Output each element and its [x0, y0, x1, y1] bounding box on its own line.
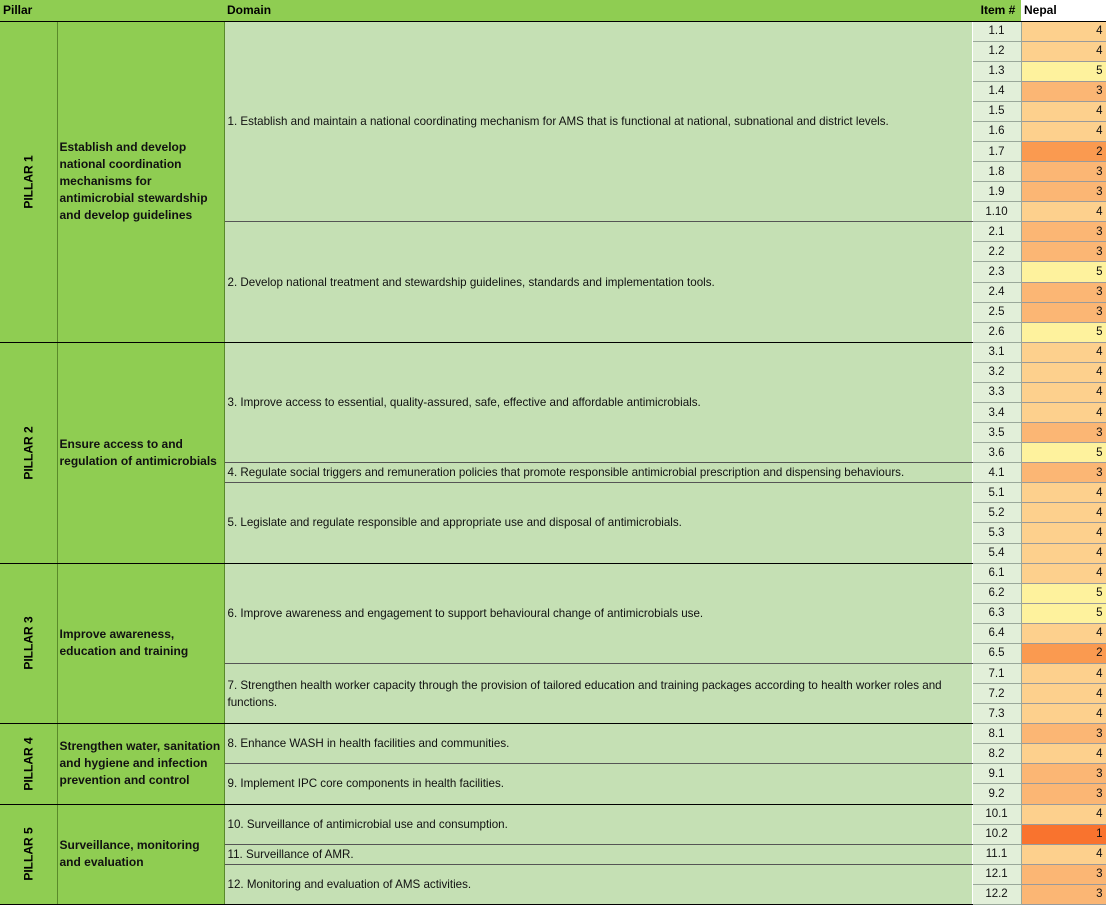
score-cell: 4 — [1021, 342, 1106, 362]
score-cell: 3 — [1021, 222, 1106, 242]
item-number: 1.10 — [972, 202, 1021, 222]
header-row — [0, 0, 1106, 21]
pillar-name-label: PILLAR 3 — [21, 616, 36, 671]
item-number: 3.5 — [972, 423, 1021, 443]
score-cell: 3 — [1021, 724, 1106, 744]
item-number: 10.2 — [972, 824, 1021, 844]
item-number: 2.2 — [972, 242, 1021, 262]
domain-cell: 12. Monitoring and evaluation of AMS activities. — [224, 864, 972, 904]
score-cell: 3 — [1021, 764, 1106, 784]
item-number: 6.1 — [972, 563, 1021, 583]
item-number: 3.4 — [972, 402, 1021, 422]
score-cell: 4 — [1021, 483, 1106, 503]
domain-cell: 6. Improve awareness and engagement to support behavioural change of antimicrobials use. — [224, 563, 972, 663]
item-number: 5.4 — [972, 543, 1021, 563]
item-number: 1.1 — [972, 21, 1021, 41]
score-cell: 4 — [1021, 623, 1106, 643]
score-cell: 5 — [1021, 322, 1106, 342]
score-cell: 3 — [1021, 784, 1106, 804]
item-number: 1.2 — [972, 41, 1021, 61]
item-number: 9.2 — [972, 784, 1021, 804]
item-column-header: Item # — [980, 3, 1016, 18]
score-cell: 3 — [1021, 884, 1106, 904]
score-cell: 3 — [1021, 162, 1106, 182]
score-cell: 4 — [1021, 804, 1106, 824]
score-cell: 4 — [1021, 101, 1106, 121]
item-number: 3.6 — [972, 443, 1021, 463]
score-cell: 4 — [1021, 503, 1106, 523]
scorecard-body — [0, 21, 1106, 905]
score-cell: 4 — [1021, 523, 1106, 543]
domain-cell: 3. Improve access to essential, quality-assured, safe, effective and affordable antimicrobials. — [224, 342, 972, 462]
item-number: 11.1 — [972, 844, 1021, 864]
score-cell: 4 — [1021, 41, 1106, 61]
item-number: 6.3 — [972, 603, 1021, 623]
score-cell: 4 — [1021, 121, 1106, 141]
domain-cell: 10. Surveillance of antimicrobial use and consumption. — [224, 804, 972, 844]
item-number: 2.4 — [972, 282, 1021, 302]
pillar-name-label: PILLAR 5 — [21, 827, 36, 881]
pillar-name — [0, 804, 57, 904]
score-cell: 4 — [1021, 664, 1106, 684]
item-number: 12.2 — [972, 884, 1021, 904]
domain-cell: 9. Implement IPC core components in health facilities. — [224, 764, 972, 804]
item-number: 5.1 — [972, 483, 1021, 503]
country-column-header: Nepal — [1021, 0, 1106, 21]
item-number: 1.6 — [972, 121, 1021, 141]
item-number: 3.3 — [972, 382, 1021, 402]
score-cell: 3 — [1021, 81, 1106, 101]
pillar-title: Establish and develop national coordination mechanisms for antimicrobial stewardship and develop guidelines — [57, 21, 224, 342]
item-number: 1.4 — [972, 81, 1021, 101]
score-cell: 3 — [1021, 242, 1106, 262]
score-cell: 3 — [1021, 282, 1106, 302]
item-number: 7.2 — [972, 684, 1021, 704]
item-number: 10.1 — [972, 804, 1021, 824]
pillar-name-label: PILLAR 4 — [21, 737, 36, 791]
domain-cell: 11. Surveillance of AMR. — [224, 844, 972, 864]
item-number: 2.1 — [972, 222, 1021, 242]
domain-header-label: Domain — [227, 3, 272, 18]
item-number: 9.1 — [972, 764, 1021, 784]
item-number: 12.1 — [972, 864, 1021, 884]
pillar-title: Surveillance, monitoring and evaluation — [57, 804, 224, 904]
score-cell: 3 — [1021, 463, 1106, 483]
item-number: 6.5 — [972, 643, 1021, 663]
score-cell: 1 — [1021, 824, 1106, 844]
pillar-column-header: Pillar — [0, 0, 224, 21]
item-number: 2.3 — [972, 262, 1021, 282]
item-number: 7.1 — [972, 664, 1021, 684]
item-number: 1.9 — [972, 182, 1021, 202]
score-cell: 4 — [1021, 543, 1106, 563]
domain-column-header — [224, 0, 1021, 21]
score-cell: 5 — [1021, 603, 1106, 623]
item-number: 3.1 — [972, 342, 1021, 362]
item-number: 4.1 — [972, 463, 1021, 483]
score-cell: 4 — [1021, 21, 1106, 41]
score-cell: 4 — [1021, 563, 1106, 583]
score-cell: 3 — [1021, 302, 1106, 322]
score-cell: 4 — [1021, 704, 1106, 724]
score-cell: 5 — [1021, 61, 1106, 81]
table-row — [0, 563, 1106, 583]
item-number: 2.6 — [972, 322, 1021, 342]
score-cell: 2 — [1021, 141, 1106, 161]
item-number: 1.7 — [972, 141, 1021, 161]
domain-cell: 1. Establish and maintain a national coordinating mechanism for AMS that is functional at national, subnational and district levels. — [224, 21, 972, 222]
table-row — [0, 342, 1106, 362]
domain-cell: 8. Enhance WASH in health facilities and communities. — [224, 724, 972, 764]
table-row — [0, 21, 1106, 41]
item-number: 1.8 — [972, 162, 1021, 182]
item-number: 7.3 — [972, 704, 1021, 724]
pillar-name — [0, 724, 57, 804]
score-cell: 4 — [1021, 402, 1106, 422]
item-number: 3.2 — [972, 362, 1021, 382]
score-cell: 5 — [1021, 262, 1106, 282]
item-number: 8.2 — [972, 744, 1021, 764]
table-row — [0, 724, 1106, 744]
score-cell: 4 — [1021, 844, 1106, 864]
item-number: 6.2 — [972, 583, 1021, 603]
item-number: 2.5 — [972, 302, 1021, 322]
table-row — [0, 804, 1106, 824]
score-cell: 2 — [1021, 643, 1106, 663]
item-number: 5.3 — [972, 523, 1021, 543]
item-number: 8.1 — [972, 724, 1021, 744]
pillar-title: Improve awareness, education and training — [57, 563, 224, 724]
score-cell: 3 — [1021, 182, 1106, 202]
pillar-name — [0, 342, 57, 563]
score-cell: 4 — [1021, 684, 1106, 704]
score-cell: 4 — [1021, 202, 1106, 222]
score-cell: 4 — [1021, 382, 1106, 402]
item-number: 5.2 — [972, 503, 1021, 523]
score-cell: 3 — [1021, 423, 1106, 443]
domain-cell: 7. Strengthen health worker capacity through the provision of tailored education and training packages according to health worker roles and functions. — [224, 664, 972, 724]
item-number: 6.4 — [972, 623, 1021, 643]
domain-cell: 5. Legislate and regulate responsible and appropriate use and disposal of antimicrobials. — [224, 483, 972, 563]
score-cell: 5 — [1021, 583, 1106, 603]
pillar-name — [0, 21, 57, 342]
pillar-name — [0, 563, 57, 724]
item-number: 1.3 — [972, 61, 1021, 81]
score-cell: 4 — [1021, 744, 1106, 764]
domain-cell: 4. Regulate social triggers and remuneration policies that promote responsible antimicrobial prescription and dispensing behaviours. — [224, 463, 972, 483]
score-cell: 3 — [1021, 864, 1106, 884]
domain-cell: 2. Develop national treatment and stewardship guidelines, standards and implementation tools. — [224, 222, 972, 342]
score-cell: 5 — [1021, 443, 1106, 463]
score-cell: 4 — [1021, 362, 1106, 382]
item-number: 1.5 — [972, 101, 1021, 121]
pillar-name-label: PILLAR 1 — [21, 154, 36, 209]
pillar-name-label: PILLAR 2 — [21, 426, 36, 480]
pillar-title: Strengthen water, sanitation and hygiene and infection prevention and control — [57, 724, 224, 804]
pillar-title: Ensure access to and regulation of antimicrobials — [57, 342, 224, 563]
